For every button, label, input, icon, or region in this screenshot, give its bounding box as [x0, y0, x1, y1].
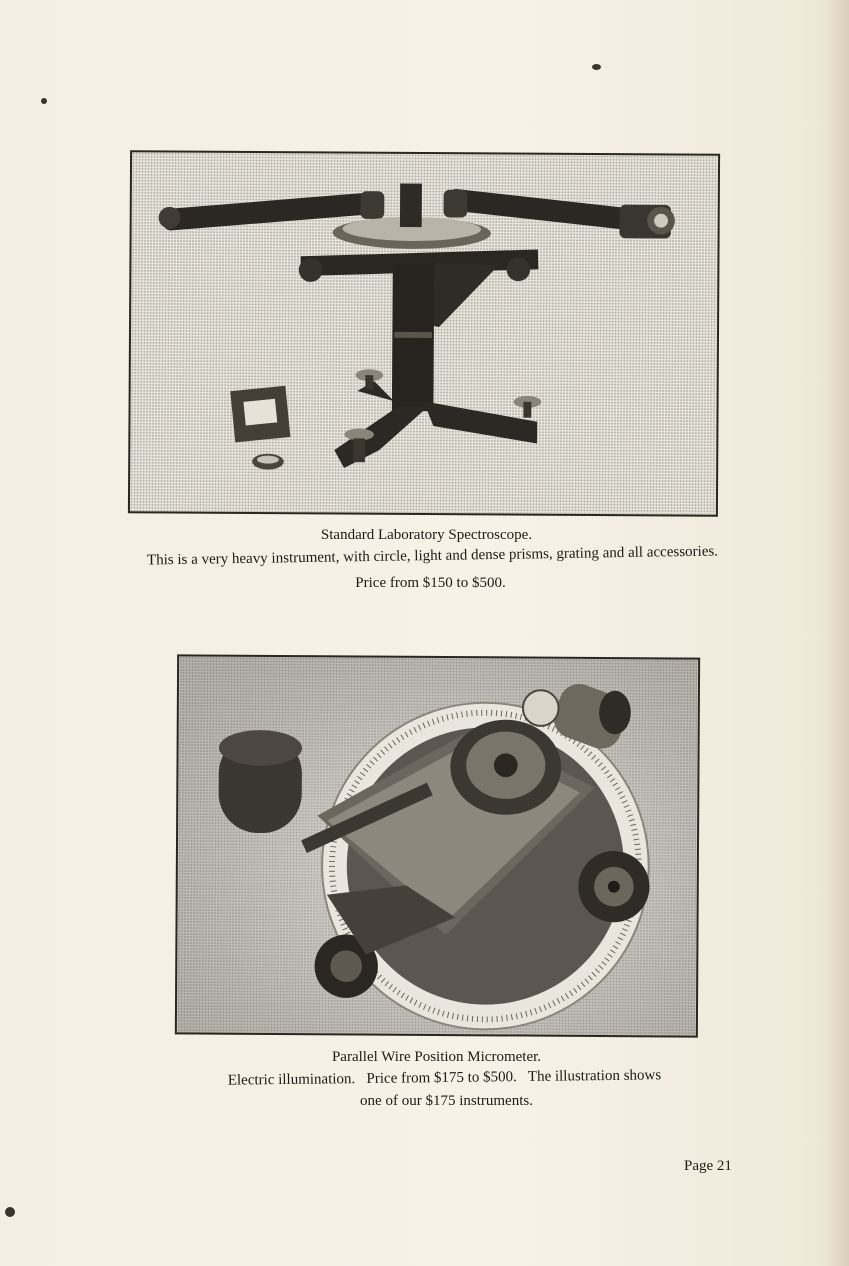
page-speck [41, 98, 47, 104]
page-number: Page 21 [684, 1158, 732, 1174]
spectroscope-photo [128, 150, 720, 517]
micrometer-illustration [177, 656, 698, 1035]
figure-1-caption-description: This is a very heavy instrument, with circle, light and dense prisms, grating and all accessories. [146, 543, 719, 569]
page-speck [592, 64, 601, 70]
figure-2-caption-description: Electric illumination. Price from $175 to $500. The illustration shows [227, 1067, 662, 1089]
figure-1-caption-price: Price from $150 to $500. [355, 575, 506, 591]
page-speck [5, 1207, 15, 1217]
spectroscope-illustration [130, 152, 718, 515]
figure-2-caption-detail: one of our $175 instruments. [360, 1093, 533, 1109]
micrometer-photo [175, 654, 700, 1037]
figure-2-caption-title: Parallel Wire Position Micrometer. [331, 1049, 542, 1065]
figure-1-caption-title: Standard Laboratory Spectroscope. [320, 527, 533, 543]
